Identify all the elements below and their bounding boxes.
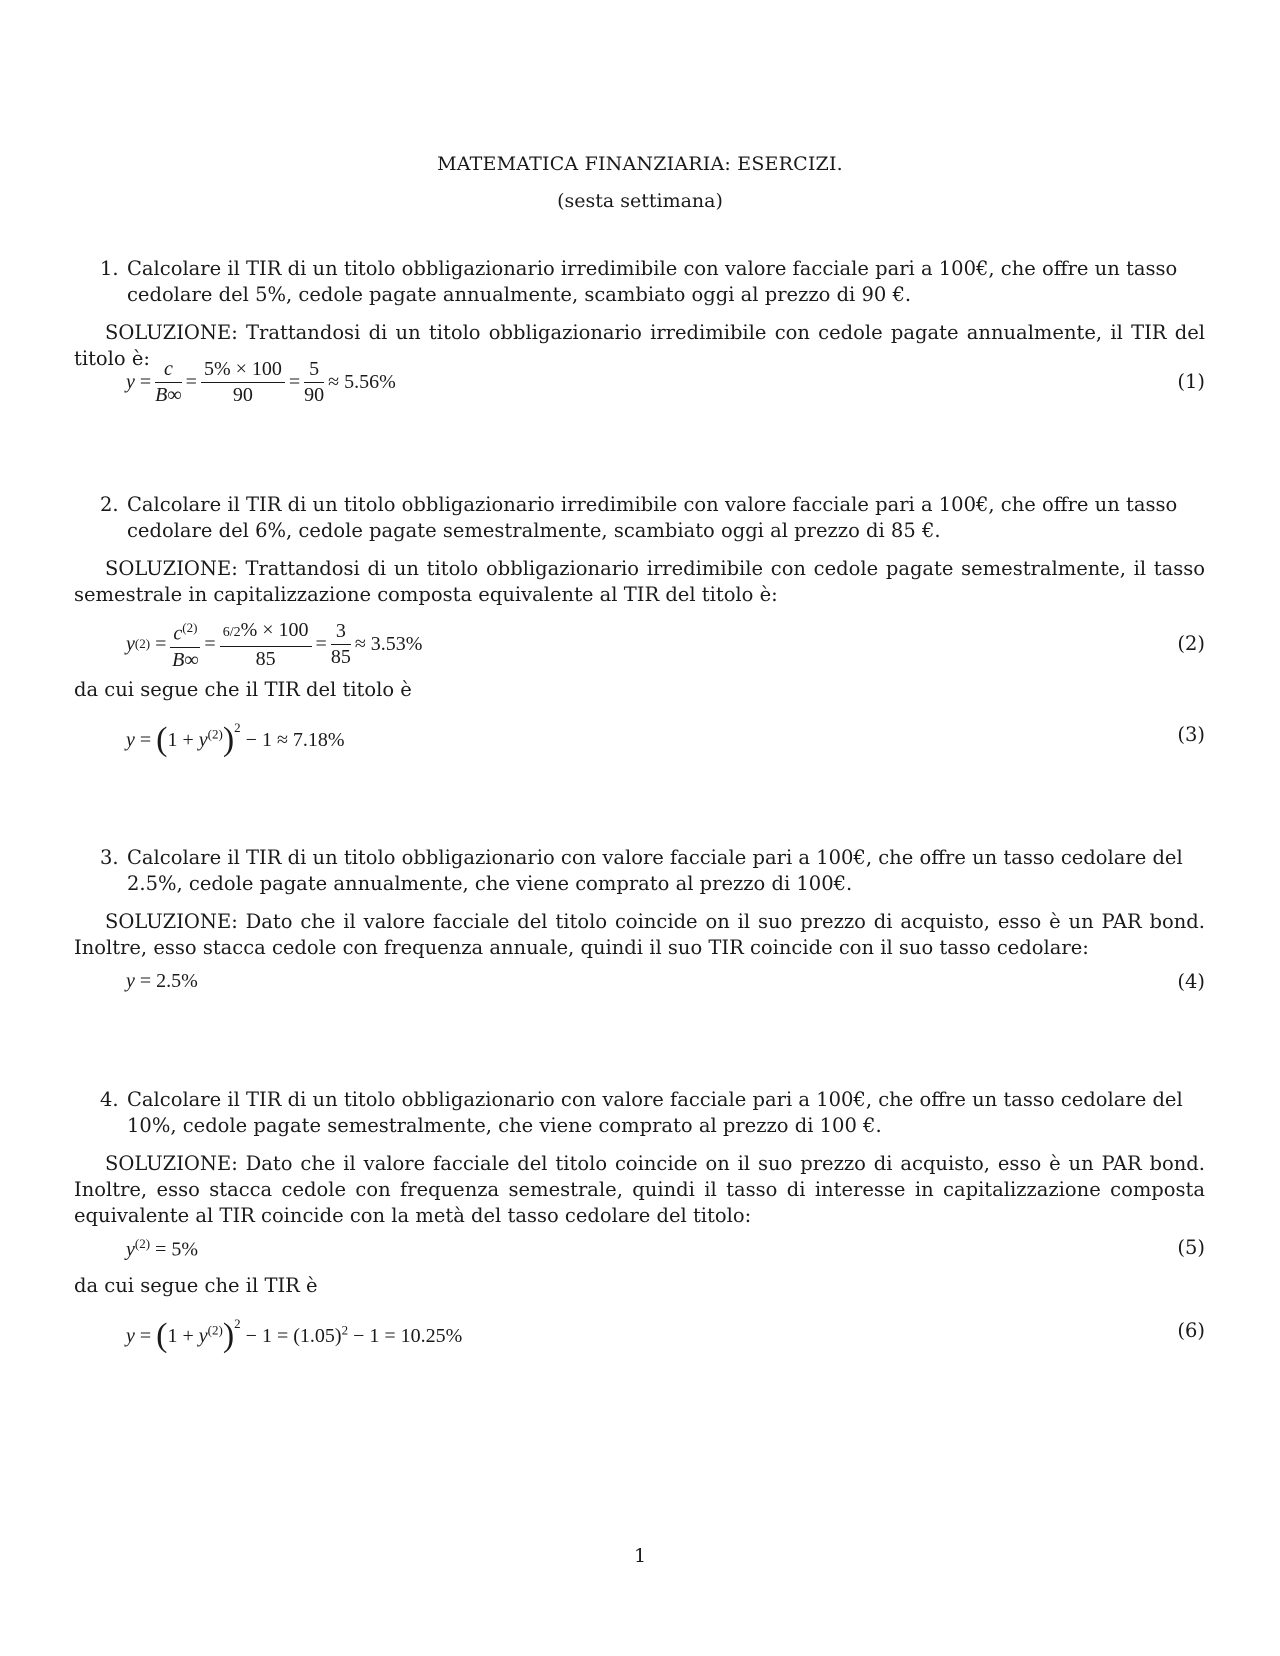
equation-1: y = $\frac{c}{B\infty}$ = $\frac{5\% \times 100}{90}$ = $\frac{5}{90}$ ≈ 5.56% <box>126 358 396 406</box>
exercise-4-connector: da cui segue che il TIR è <box>74 1274 318 1297</box>
exercise-3-solution: SOLUZIONE: Dato che il valore facciale del titolo coincide on il suo prezzo di acquisto, esso è un PAR bond. Inoltre, esso stacca cedole con frequenza annuale, quindi il suo TIR coincide con il suo tasso cedolare: <box>74 910 1205 959</box>
exercise-2-solution: SOLUZIONE: Trattandosi di un titolo obbligazionario irredimibile con cedole pagate semestralmente, il tasso semestrale in capitalizzazione composta equivalente al TIR del titolo è: <box>74 557 1205 606</box>
equation-3-number: (3) <box>1177 723 1205 746</box>
equation-6: $y = (1 + y^{(2)})^2 - 1 = (1.05)^2 - 1 = 10.25\%$ <box>126 1316 463 1354</box>
exercise-2-question: 2. Calcolare il TIR di un titolo obbligazionario irredimibile con valore facciale pari a 100€, che offre un tasso cedolare del 6%, cedole pagate semestralmente, scambiato oggi al prezzo di 85 €. <box>100 493 1178 542</box>
exercise-4-solution: SOLUZIONE: Dato che il valore facciale del titolo coincide on il suo prezzo di acquisto, esso è un PAR bond. Inoltre, esso stacca cedole con frequenza semestrale, quindi il tasso di interesse in capitalizzazione composta equivalente al TIR coincide con la metà del tasso cedolare del titolo: <box>74 1152 1205 1227</box>
equation-2: y (2) = $\frac{c^{(2)}}{B\infty}$ = $\frac{6/2\% \times 100}{85}$ = $\frac{3}{85}$ ≈ 3.53% <box>126 618 423 671</box>
equation-5: $y^{(2)} = 5\%$ <box>126 1236 199 1261</box>
equation-4: y = 2.5% <box>126 970 198 992</box>
exercise-3-question: 3. Calcolare il TIR di un titolo obbligazionario con valore facciale pari a 100€, che offre un tasso cedolare del 2.5%, cedole pagate annualmente, che viene comprato al prezzo di 100€. <box>100 846 1183 895</box>
equation-1-number: (1) <box>1177 370 1205 393</box>
exercise-1-question: 1. Calcolare il TIR di un titolo obbligazionario irredimibile con valore facciale pari a 100€, che offre un tasso cedolare del 5%, cedole pagate annualmente, scambiato oggi al prezzo di 90 €. <box>100 257 1178 306</box>
equation-6-number: (6) <box>1177 1319 1205 1342</box>
equation-2-number: (2) <box>1177 632 1205 655</box>
page-number: 1 <box>633 1545 647 1567</box>
equation-3: $y = (1 + y^{(2)})^2 - 1 \approx 7.18\%$ <box>126 720 345 758</box>
exercise-4-question: 4. Calcolare il TIR di un titolo obbligazionario con valore facciale pari a 100€, che offre un tasso cedolare del 10%, cedole pagate semestralmente, che viene comprato al prezzo di 100 €. <box>100 1088 1183 1137</box>
exercise-2-connector: da cui segue che il TIR del titolo è <box>74 678 412 701</box>
exercise-1-solution: SOLUZIONE: Trattandosi di un titolo obbligazionario irredimibile con cedole pagate annualmente, il TIR del titolo è: <box>74 321 1205 370</box>
page-subtitle: (sesta settimana) <box>557 190 723 212</box>
equation-5-number: (5) <box>1177 1236 1205 1259</box>
equation-4-number: (4) <box>1177 970 1205 993</box>
page-title: MATEMATICA FINANZIARIA: ESERCIZI. <box>437 153 843 175</box>
